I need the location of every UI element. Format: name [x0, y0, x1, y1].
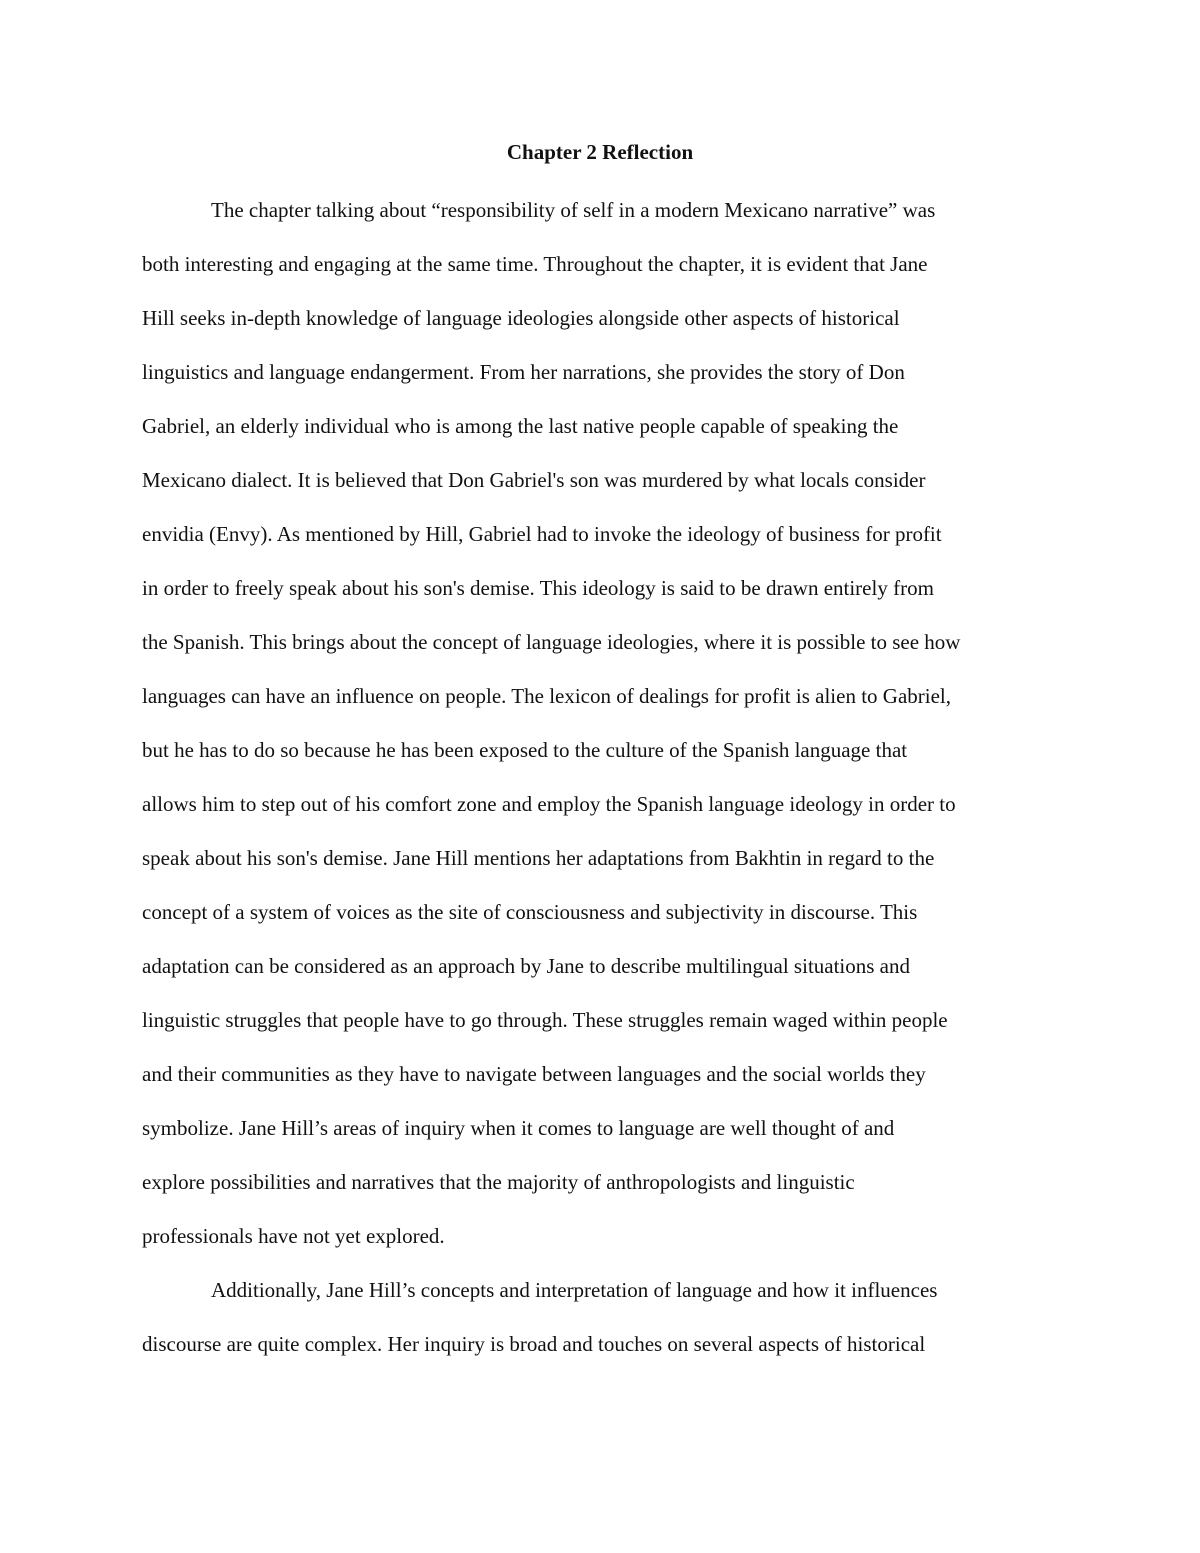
- paragraph-1-line: Hill seeks in-depth knowledge of language ideologies alongside other aspects of historical: [142, 306, 900, 330]
- paragraph-1-line: speak about his son's demise. Jane Hill mentions her adaptations from Bakhtin in regard to the: [142, 846, 935, 870]
- paragraph-1-line: adaptation can be considered as an approach by Jane to describe multilingual situations and: [142, 954, 911, 978]
- paragraph-1-line: envidia (Envy). As mentioned by Hill, Gabriel had to invoke the ideology of business for profit: [142, 522, 942, 546]
- paragraph-1-line: but he has to do so because he has been exposed to the culture of the Spanish language that: [142, 738, 908, 762]
- paragraph-1-line: allows him to step out of his comfort zone and employ the Spanish language ideology in order to: [142, 792, 956, 816]
- paragraph-1-line: Mexicano dialect. It is believed that Don Gabriel's son was murdered by what locals consider: [142, 468, 926, 492]
- paragraph-2-line: Additionally, Jane Hill’s concepts and interpretation of language and how it influences: [211, 1278, 938, 1302]
- page-title: Chapter 2 Reflection: [506, 140, 694, 164]
- paragraph-1-line: Gabriel, an elderly individual who is among the last native people capable of speaking the: [142, 414, 899, 438]
- paragraph-1-line: the Spanish. This brings about the concept of language ideologies, where it is possible to see how: [142, 630, 961, 654]
- paragraph-1-line: languages can have an influence on people. The lexicon of dealings for profit is alien to Gabriel,: [142, 684, 951, 708]
- paragraph-1-line: The chapter talking about “responsibility of self in a modern Mexicano narrative” was: [211, 198, 936, 222]
- paragraph-1-line: symbolize. Jane Hill’s areas of inquiry when it comes to language are well thought of and: [142, 1116, 895, 1140]
- paragraph-1-line: concept of a system of voices as the site of consciousness and subjectivity in discourse. This: [142, 900, 918, 924]
- paragraph-2-line: discourse are quite complex. Her inquiry is broad and touches on several aspects of historical: [142, 1332, 926, 1356]
- paragraph-1-line: in order to freely speak about his son's demise. This ideology is said to be drawn entirely from: [142, 576, 934, 600]
- paragraph-1-line: both interesting and engaging at the same time. Throughout the chapter, it is evident that Jane: [142, 252, 928, 276]
- paragraph-1-line: and their communities as they have to navigate between languages and the social worlds they: [142, 1062, 926, 1086]
- paragraph-1-line: explore possibilities and narratives that the majority of anthropologists and linguistic: [142, 1170, 855, 1194]
- paragraph-1-line: linguistics and language endangerment. From her narrations, she provides the story of Don: [142, 360, 905, 384]
- paragraph-1-line: professionals have not yet explored.: [142, 1224, 445, 1248]
- paragraph-1-line: linguistic struggles that people have to go through. These struggles remain waged within people: [142, 1008, 948, 1032]
